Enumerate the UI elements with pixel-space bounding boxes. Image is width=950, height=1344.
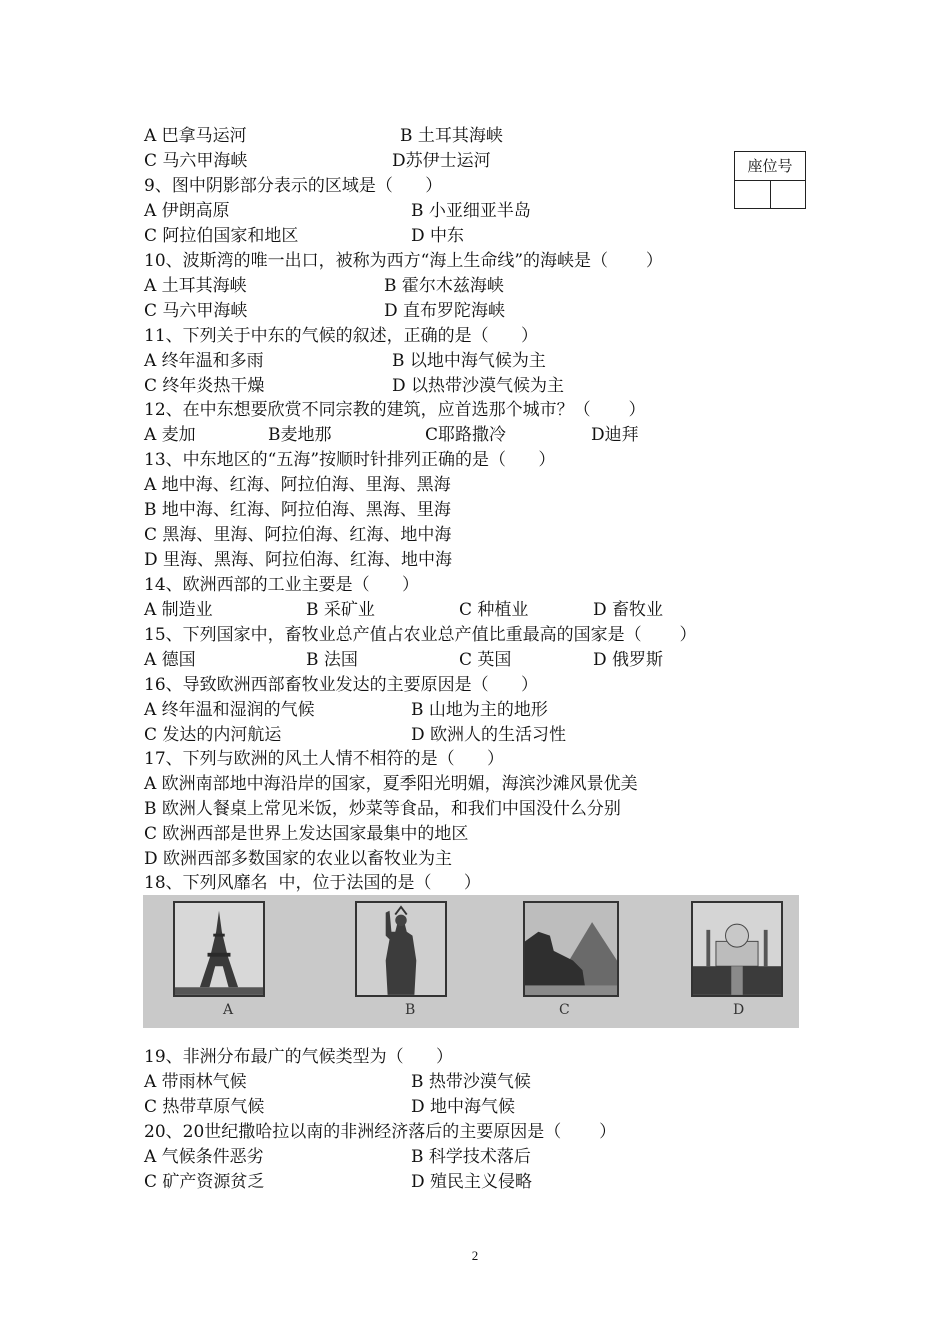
q20-stem: 20、20世纪撒哈拉以南的非洲经济落后的主要原因是（ ） bbox=[144, 1122, 617, 1142]
q13-option-b: B 地中海、红海、阿拉伯海、黑海、里海 bbox=[144, 500, 451, 520]
q11-option-a: A 终年温和多雨 bbox=[144, 351, 264, 371]
landmark-photo-strip bbox=[143, 895, 799, 1028]
q14-option-a: A 制造业 bbox=[144, 600, 213, 620]
q9-option-a: A 伊朗高原 bbox=[144, 201, 230, 221]
q14-stem: 14、欧洲西部的工业主要是（ ） bbox=[144, 575, 420, 595]
q10-option-b: B 霍尔木兹海峡 bbox=[384, 276, 504, 296]
eiffel-tower-photo bbox=[173, 901, 265, 997]
q12-option-a: A 麦加 bbox=[144, 425, 196, 445]
q15-option-d: D 俄罗斯 bbox=[593, 650, 664, 670]
q14-option-b: B 采矿业 bbox=[306, 600, 375, 620]
q17-stem: 17、下列与欧洲的风土人情不相符的是（ ） bbox=[144, 749, 505, 769]
q12-stem: 12、在中东想要欣赏不同宗教的建筑，应首选那个城市？（ ） bbox=[144, 400, 646, 420]
q13-stem: 13、中东地区的“五海”按顺时针排列正确的是（ ） bbox=[144, 450, 556, 470]
q16-option-d: D 欧洲人的生活习性 bbox=[411, 725, 567, 745]
sphinx-pyramid-photo bbox=[523, 901, 619, 997]
seat-number-label: 座位号 bbox=[735, 152, 805, 181]
q19-stem: 19、非洲分布最广的气候类型为（ ） bbox=[144, 1047, 454, 1067]
q10-option-d: D 直布罗陀海峡 bbox=[384, 301, 506, 321]
seat-cell-right bbox=[771, 181, 806, 209]
q9-option-c: C 阿拉伯国家和地区 bbox=[144, 226, 299, 246]
q16-option-a: A 终年温和湿润的气候 bbox=[144, 700, 315, 720]
q16-option-c: C 发达的内河航运 bbox=[144, 725, 282, 745]
q19-option-c: C 热带草原气候 bbox=[144, 1097, 265, 1117]
q10-option-a: A 土耳其海峡 bbox=[144, 276, 247, 296]
q11-option-c: C 终年炎热干燥 bbox=[144, 376, 265, 396]
q8-option-d: D苏伊士运河 bbox=[392, 151, 491, 171]
q15-option-a: A 德国 bbox=[144, 650, 196, 670]
statue-of-liberty-photo bbox=[355, 901, 447, 997]
q15-option-b: B 法国 bbox=[306, 650, 358, 670]
q12-option-c: C耶路撒冷 bbox=[425, 425, 507, 445]
photo-label-c: C bbox=[559, 1002, 570, 1018]
q13-option-c: C 黑海、里海、阿拉伯海、红海、地中海 bbox=[144, 525, 452, 545]
q20-option-d: D 殖民主义侵略 bbox=[411, 1172, 533, 1192]
q11-option-b: B 以地中海气候为主 bbox=[392, 351, 546, 371]
q10-stem: 10、波斯湾的唯一出口，被称为西方“海上生命线”的海峡是（ ） bbox=[144, 251, 663, 271]
q8-option-c: C 马六甲海峡 bbox=[144, 151, 248, 171]
q11-stem: 11、下列关于中东的气候的叙述，正确的是（ ） bbox=[144, 326, 539, 346]
q10-option-c: C 马六甲海峡 bbox=[144, 301, 248, 321]
q8-option-a: A 巴拿马运河 bbox=[144, 126, 247, 146]
q16-option-b: B 山地为主的地形 bbox=[411, 700, 548, 720]
q15-option-c: C 英国 bbox=[459, 650, 512, 670]
q14-option-c: C 种植业 bbox=[459, 600, 529, 620]
seat-cell-left bbox=[735, 181, 771, 209]
q11-option-d: D 以热带沙漠气候为主 bbox=[392, 376, 565, 396]
q18-stem: 18、下列风靡名 中，位于法国的是（ ） bbox=[144, 873, 481, 893]
page-number: 2 bbox=[471, 1248, 479, 1263]
q17-option-c: C 欧洲西部是世界上发达国家最集中的地区 bbox=[144, 824, 469, 844]
q19-option-d: D 地中海气候 bbox=[411, 1097, 516, 1117]
seat-number-box bbox=[734, 151, 806, 209]
q8-option-b: B 土耳其海峡 bbox=[400, 126, 503, 146]
q19-option-a: A 带雨林气候 bbox=[144, 1072, 247, 1092]
q9-stem: 9、图中阴影部分表示的区域是（ ） bbox=[144, 176, 443, 196]
q17-option-d: D 欧洲西部多数国家的农业以畜牧业为主 bbox=[144, 849, 453, 869]
q20-option-b: B 科学技术落后 bbox=[411, 1147, 531, 1167]
q9-option-d: D 中东 bbox=[411, 226, 465, 246]
photo-label-a: A bbox=[223, 1002, 234, 1018]
q20-option-c: C 矿产资源贫乏 bbox=[144, 1172, 265, 1192]
q20-option-a: A 气候条件恶劣 bbox=[144, 1147, 264, 1167]
q13-option-d: D 里海、黑海、阿拉伯海、红海、地中海 bbox=[144, 550, 453, 570]
photo-label-b: B bbox=[405, 1002, 416, 1018]
q19-option-b: B 热带沙漠气候 bbox=[411, 1072, 531, 1092]
q17-option-a: A 欧洲南部地中海沿岸的国家，夏季阳光明媚，海滨沙滩风景优美 bbox=[144, 774, 638, 794]
q14-option-d: D 畜牧业 bbox=[593, 600, 664, 620]
q15-stem: 15、下列国家中，畜牧业总产值占农业总产值比重最高的国家是（ ） bbox=[144, 625, 697, 645]
q12-option-b: B麦地那 bbox=[268, 425, 332, 445]
q17-option-b: B 欧洲人餐桌上常见米饭，炒菜等食品，和我们中国没什么分别 bbox=[144, 799, 621, 819]
photo-label-d: D bbox=[733, 1002, 745, 1018]
q13-option-a: A 地中海、红海、阿拉伯海、里海、黑海 bbox=[144, 475, 451, 495]
q16-stem: 16、导致欧洲西部畜牧业发达的主要原因是（ ） bbox=[144, 675, 539, 695]
taj-mahal-photo bbox=[691, 901, 783, 997]
q9-option-b: B 小亚细亚半岛 bbox=[411, 201, 531, 221]
q12-option-d: D迪拜 bbox=[591, 425, 639, 445]
